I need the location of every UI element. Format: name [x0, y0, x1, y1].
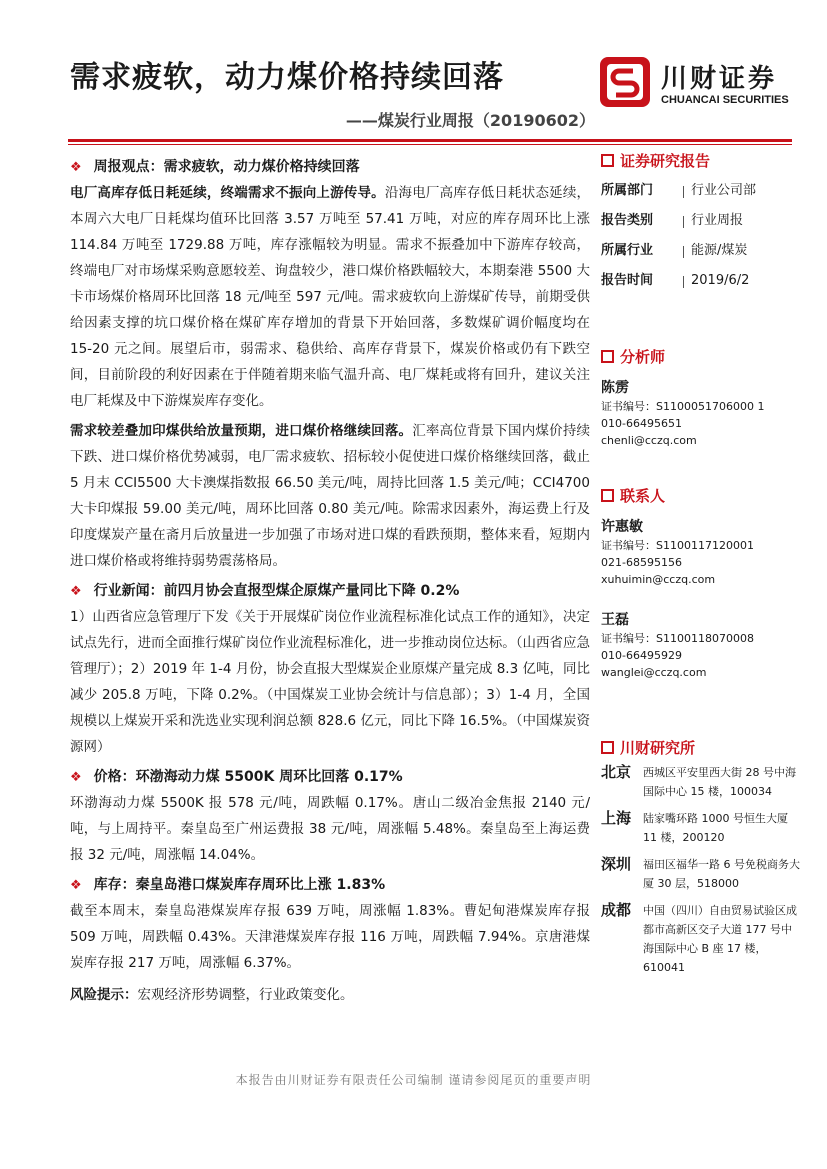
risk-label: 风险提示：	[70, 987, 138, 1003]
person-phone: 010-66495929	[601, 649, 682, 662]
info-row-department	[601, 176, 801, 206]
paragraph	[70, 418, 590, 574]
sidebar-heading-text: 分析师	[620, 348, 666, 366]
sidebar-heading-text: 联系人	[620, 487, 666, 505]
person-name: 许惠敏	[601, 519, 643, 535]
square-bullet-icon	[601, 741, 614, 754]
office-shenzhen	[601, 855, 801, 893]
office-address: 陆家嘴环路 1000 号恒生大厦 11 楼，200120	[643, 812, 788, 844]
sidebar-heading-analyst	[601, 346, 801, 368]
section-heading-view	[70, 156, 590, 178]
diamond-bullet-icon: ❖	[70, 770, 82, 785]
paragraph-body: 环渤海动力煤 5500K 报 578 元/吨，周跌幅 0.17%。唐山二级冶金焦报 2140 元/吨，与上周持平。秦皇岛至广州运费报 38 元/吨，周涨幅 5.48%。秦皇岛至上海运费报 32 元/吨，周涨幅 14.04%。	[70, 795, 590, 863]
paragraph	[70, 180, 590, 414]
logo-mark-icon	[599, 56, 651, 108]
person-name: 陈雳	[601, 380, 629, 396]
sidebar-heading-contact	[601, 485, 801, 507]
info-row-industry	[601, 236, 801, 266]
risk-warning	[70, 982, 590, 1008]
office-city: 深圳	[601, 855, 632, 873]
header-divider-thin	[68, 144, 792, 145]
risk-text: 宏观经济形势调整，行业政策变化。	[137, 987, 354, 1003]
office-address: 中国（四川）自由贸易试验区成都市高新区交子大道 177 号中海国际中心 B 座 17 楼，610041	[643, 904, 797, 974]
info-label: 所属部门	[601, 183, 654, 198]
logo-text-cn: 川财证券	[661, 64, 778, 94]
person-cert: 证书编号：S1100118070008	[601, 632, 754, 645]
person-email[interactable]: xuhuimin@cczq.com	[601, 573, 716, 586]
paragraph-body: 1）山西省应急管理厅下发《关于开展煤矿岗位作业流程标准化试点工作的通知》，决定试点先行，进而全面推行煤矿岗位作业流程标准化，进一步推动岗位达标。（山西省应急管理厅）；2）2019 年 1-4 月份，协会直报大型煤炭企业原煤产量完成 8.3 亿吨，同比减少 205.8 万吨，下降 0.2%。（中国煤炭工业协会统计与信息部）；3）1-4 月，全国规模以上煤炭开采和洗选业实现利润总额 828.6 亿元，同比下降 16.5%。（中国煤炭资源网）	[70, 609, 590, 755]
header-divider	[68, 139, 792, 142]
office-beijing	[601, 763, 801, 801]
section-heading-text: 库存：秦皇岛港口煤炭库存周环比上涨 1.83%	[93, 877, 386, 893]
info-value: 2019/6/2	[691, 266, 749, 296]
info-label: 报告时间	[601, 273, 654, 288]
section-heading-text: 周报观点：需求疲软，动力煤价格持续回落	[93, 159, 360, 175]
info-value: 能源/煤炭	[691, 236, 747, 266]
paragraph	[70, 790, 590, 868]
report-title: 需求疲软，动力煤价格持续回落	[70, 60, 504, 95]
person-name: 王磊	[601, 612, 629, 628]
sidebar-heading-text: 川财研究所	[620, 739, 696, 757]
info-row-category	[601, 206, 801, 236]
diamond-bullet-icon: ❖	[70, 584, 82, 599]
logo-text-en: CHUANCAI SECURITIES	[661, 94, 789, 106]
person-phone: 021-68595156	[601, 556, 682, 569]
paragraph-body: 汇率高位背景下国内煤价持续下跌、进口煤价格优势减弱，电厂需求疲软、招标较小促使进口煤价格继续回落，截止 5 月末 CCI5500 大卡澳煤指数报 66.50 美元/吨，周持比回落 1.5 美元/吨；CCI4700 大卡印煤报 59.00 美元/吨，周环比回落 0.80 美元/吨。除需求因素外，海运费上行及印度煤炭产量在斋月后放量进一步加强了市场对进口煤的看跌预期，整体来看，短期内进口煤价格或将维持弱势震荡格局。	[70, 423, 591, 569]
main-content	[70, 150, 590, 1012]
section-heading-inventory	[70, 874, 590, 896]
sidebar-heading-report	[601, 150, 801, 172]
paragraph-body: 沿海电厂高库存低日耗状态延续，本周六大电厂日耗煤均值环比回落 3.57 万吨至 57.41 万吨，对应的库存周环比上涨 114.84 万吨至 1729.88 万吨，库存涨幅较为明显。需求不振叠加中下游库存较高，终端电厂对市场煤采购意愿较差、询盘较少，港口煤价格跌幅较大，本期秦港 5500 大卡市场煤价格周环比回落 18 元/吨至 597 元/吨。需求疲软向上游煤矿传导，前期受供给因素支撑的坑口煤价格在煤矿库存增加的背景下开始回落，多数煤矿调价幅度均在 15-20 元之间。展望后市，弱需求、稳供给、高库存背景下，煤炭价格或仍有下跌空间，目前阶段的利好因素在于伴随着期来临气温升高、电厂煤耗或将有回升，建议关注电厂耗煤及中下游煤炭库存变化。	[70, 185, 591, 409]
square-bullet-icon	[601, 154, 614, 167]
office-city: 成都	[601, 901, 632, 919]
info-value: 行业公司部	[691, 176, 756, 206]
paragraph-body: 截至本周末，秦皇岛港煤炭库存报 639 万吨，周涨幅 1.83%。曹妃甸港煤炭库存报 509 万吨，周跌幅 0.43%。天津港煤炭库存报 116 万吨，周跌幅 7.94%。京唐港煤炭库存报 217 万吨，周涨幅 6.37%。	[70, 903, 590, 971]
square-bullet-icon	[601, 489, 614, 502]
company-logo	[599, 56, 799, 112]
paragraph	[70, 604, 590, 760]
sidebar-heading-text: 证券研究报告	[620, 152, 711, 170]
diamond-bullet-icon: ❖	[70, 160, 82, 175]
office-address: 西城区平安里西大街 28 号中海国际中心 15 楼，100034	[643, 766, 796, 798]
person-cert: 证书编号：S1100051706000 1	[601, 400, 765, 413]
info-value: 行业周报	[691, 206, 743, 236]
office-city: 上海	[601, 809, 632, 827]
diamond-bullet-icon: ❖	[70, 878, 82, 893]
info-label: 报告类别	[601, 213, 654, 228]
square-bullet-icon	[601, 350, 614, 363]
office-shanghai	[601, 809, 801, 847]
office-address: 福田区福华一路 6 号免税商务大厦 30 层，518000	[643, 858, 800, 890]
person-cert: 证书编号：S1100117120001	[601, 539, 754, 552]
sidebar	[601, 150, 801, 977]
section-heading-news	[70, 580, 590, 602]
paragraph-lead: 需求较差叠加印煤供给放量预期，进口煤价格继续回落。	[70, 423, 413, 439]
report-subtitle: ——煤炭行业周报（20190602）	[345, 111, 595, 130]
sidebar-heading-institute	[601, 737, 801, 759]
section-heading-text: 价格：环渤海动力煤 5500K 周环比回落 0.17%	[93, 769, 403, 785]
person-phone: 010-66495651	[601, 417, 682, 430]
section-heading-text: 行业新闻：前四月协会直报型煤企原煤产量同比下降 0.2%	[93, 583, 460, 599]
paragraph-lead: 电厂高库存低日耗延续，终端需求不振向上游传导。	[70, 185, 385, 201]
person-email[interactable]: chenli@cczq.com	[601, 434, 697, 447]
person-email[interactable]: wanglei@cczq.com	[601, 666, 707, 679]
info-label: 所属行业	[601, 243, 654, 258]
info-row-date	[601, 266, 801, 296]
section-heading-price	[70, 766, 590, 788]
office-city: 北京	[601, 763, 632, 781]
contact-card	[601, 517, 801, 588]
office-chengdu	[601, 901, 801, 977]
contact-card	[601, 610, 801, 681]
footer-disclaimer: 本报告由川财证券有限责任公司编制 谨请参阅尾页的重要声明	[235, 1073, 592, 1087]
analyst-card	[601, 378, 801, 449]
paragraph	[70, 898, 590, 976]
